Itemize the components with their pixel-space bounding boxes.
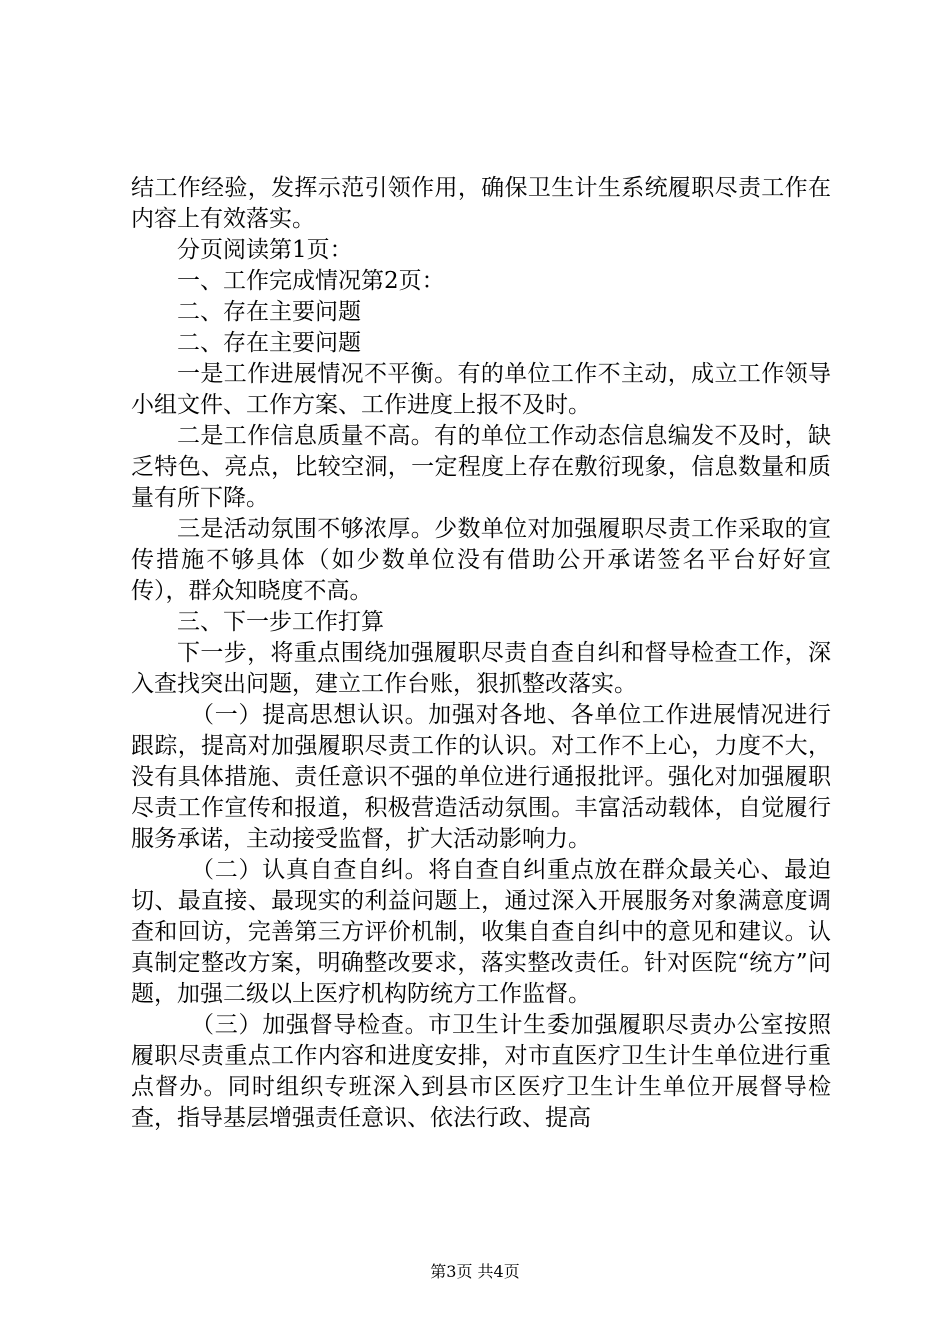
paragraph-13: （三）加强督导检查。市卫生计生委加强履职尽责办公室按照履职尽责重点工作内容和进度安排，对市直医疗卫生计生单位进行重点督办。同时组织专班深入到县市区医疗卫生计生单位开展督导检查，指导基层增强责任意识、依法行政、提高 [131, 1012, 831, 1131]
section-heading: 二、存在主要问题 [177, 299, 361, 325]
paragraph-1: 结工作经验，发挥示范引领作用，确保卫生计生系统履职尽责工作在内容上有效落实。 [131, 175, 831, 232]
paragraph-3: 一、工作完成情况第2页： [177, 268, 445, 294]
paragraph-10: 下一步，将重点围绕加强履职尽责自查自纠和督导检查工作，深入查找突出问题，建立工作台账，狠抓整改落实。 [131, 640, 831, 697]
document-body [131, 173, 831, 1134]
paragraph-8: 三是活动氛围不够浓厚。少数单位对加强履职尽责工作采取的宣传措施不够具体（如少数单位没有借助公开承诺签名平台好好宣传），群众知晓度不高。 [131, 516, 831, 604]
paragraph-2: 分页阅读第1页： [177, 237, 353, 263]
paragraph-7: 二是工作信息质量不高。有的单位工作动态信息编发不及时，缺乏特色、亮点，比较空洞，一定程度上存在敷衍现象，信息数量和质量有所下降。 [131, 423, 831, 511]
paragraph-11: （一）提高思想认识。加强对各地、各单位工作进展情况进行跟踪，提高对加强履职尽责工作的认识。对工作不上心，力度不大，没有具体措施、责任意识不强的单位进行通报批评。强化对加强履职尽责工作宣传和报道，积极营造活动氛围。丰富活动载体，自觉履行服务承诺，主动接受监督，扩大活动影响力。 [131, 702, 831, 852]
paragraph-12: （二）认真自查自纠。将自查自纠重点放在群众最关心、最迫切、最直接、最现实的利益问题上，通过深入开展服务对象满意度调查和回访，完善第三方评价机制，收集自查自纠中的意见和建议。认真制定整改方案，明确整改要求，落实整改责任。针对医院“统方”问题，加强二级以上医疗机构防统方工作监督。 [131, 857, 831, 1007]
page-footer: 第3页 共4页 [430, 1262, 520, 1281]
section-heading: 二、存在主要问题 [177, 330, 361, 356]
section-heading: 三、下一步工作打算 [177, 609, 384, 635]
paragraph-6: 一是工作进展情况不平衡。有的单位工作不主动，成立工作领导小组文件、工作方案、工作进度上报不及时。 [131, 361, 831, 418]
